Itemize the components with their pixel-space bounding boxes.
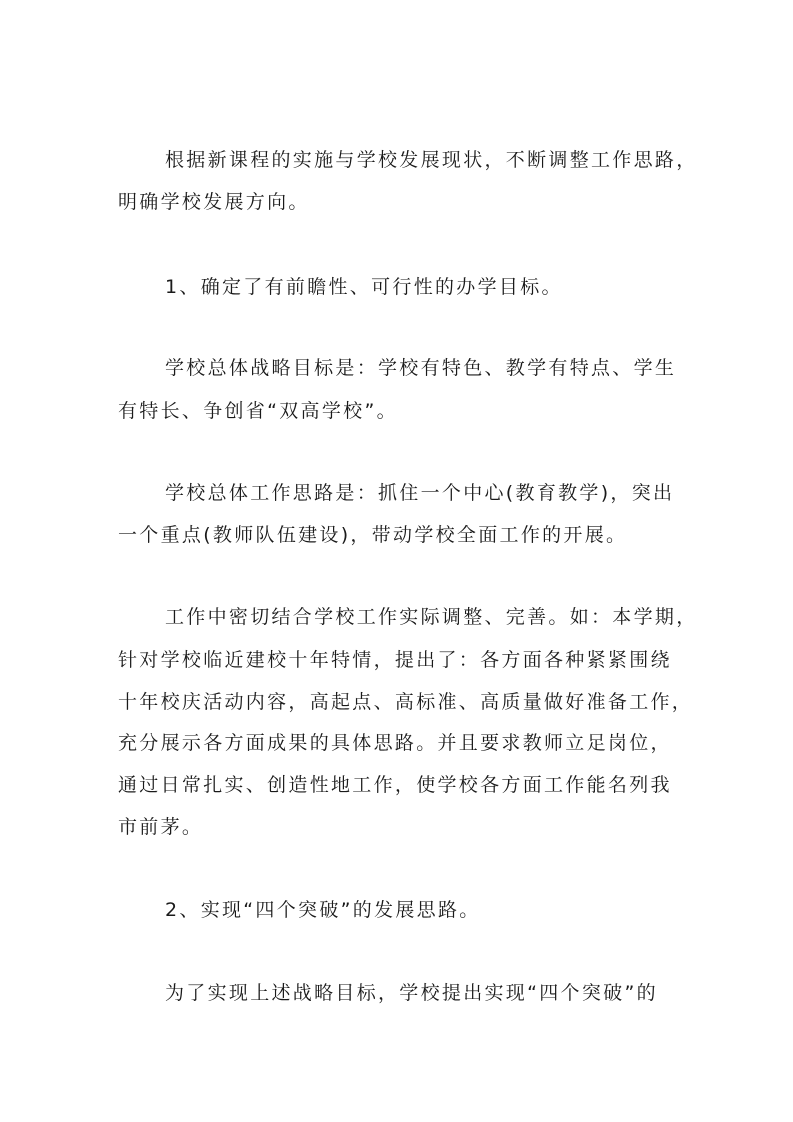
paragraph-3-line-2: 有特长、争创省“双高学校”。	[118, 400, 398, 422]
paragraph-5-line-2: 针对学校临近建校十年特情，提出了：各方面各种紧紧围绕	[118, 649, 672, 671]
paragraph-1-line-2: 明确学校发展方向。	[118, 191, 310, 213]
paragraph-5-line-5: 通过日常扎实、创造性地工作，使学校各方面工作能名列我	[118, 774, 672, 796]
paragraph-4-line-1: 学校总体工作思路是：抓住一个中心(教育教学)，突出	[165, 482, 675, 504]
paragraph-4-line-2: 一个重点(教师队伍建设)，带动学校全面工作的开展。	[118, 524, 628, 546]
section-heading-1: 1、确定了有前瞻性、可行性的办学目标。	[165, 276, 563, 298]
paragraph-7-line-1: 为了实现上述战略目标，学校提出实现“四个突破”的	[165, 982, 658, 1004]
paragraph-5-line-4: 充分展示各方面成果的具体思路。并且要求教师立足岗位，	[118, 732, 672, 754]
paragraph-5-line-1: 工作中密切结合学校工作实际调整、完善。如：本学期，	[165, 606, 698, 628]
paragraph-5-line-6: 市前茅。	[118, 816, 204, 838]
paragraph-1-line-1: 根据新课程的实施与学校发展现状，不断调整工作思路，	[165, 149, 698, 171]
paragraph-3-line-1: 学校总体战略目标是：学校有特色、教学有特点、学生	[165, 357, 677, 379]
paragraph-5-line-3: 十年校庆活动内容，高起点、高标准、高质量做好准备工作，	[118, 691, 694, 713]
section-heading-2: 2、实现“四个突破”的发展思路。	[165, 899, 481, 921]
